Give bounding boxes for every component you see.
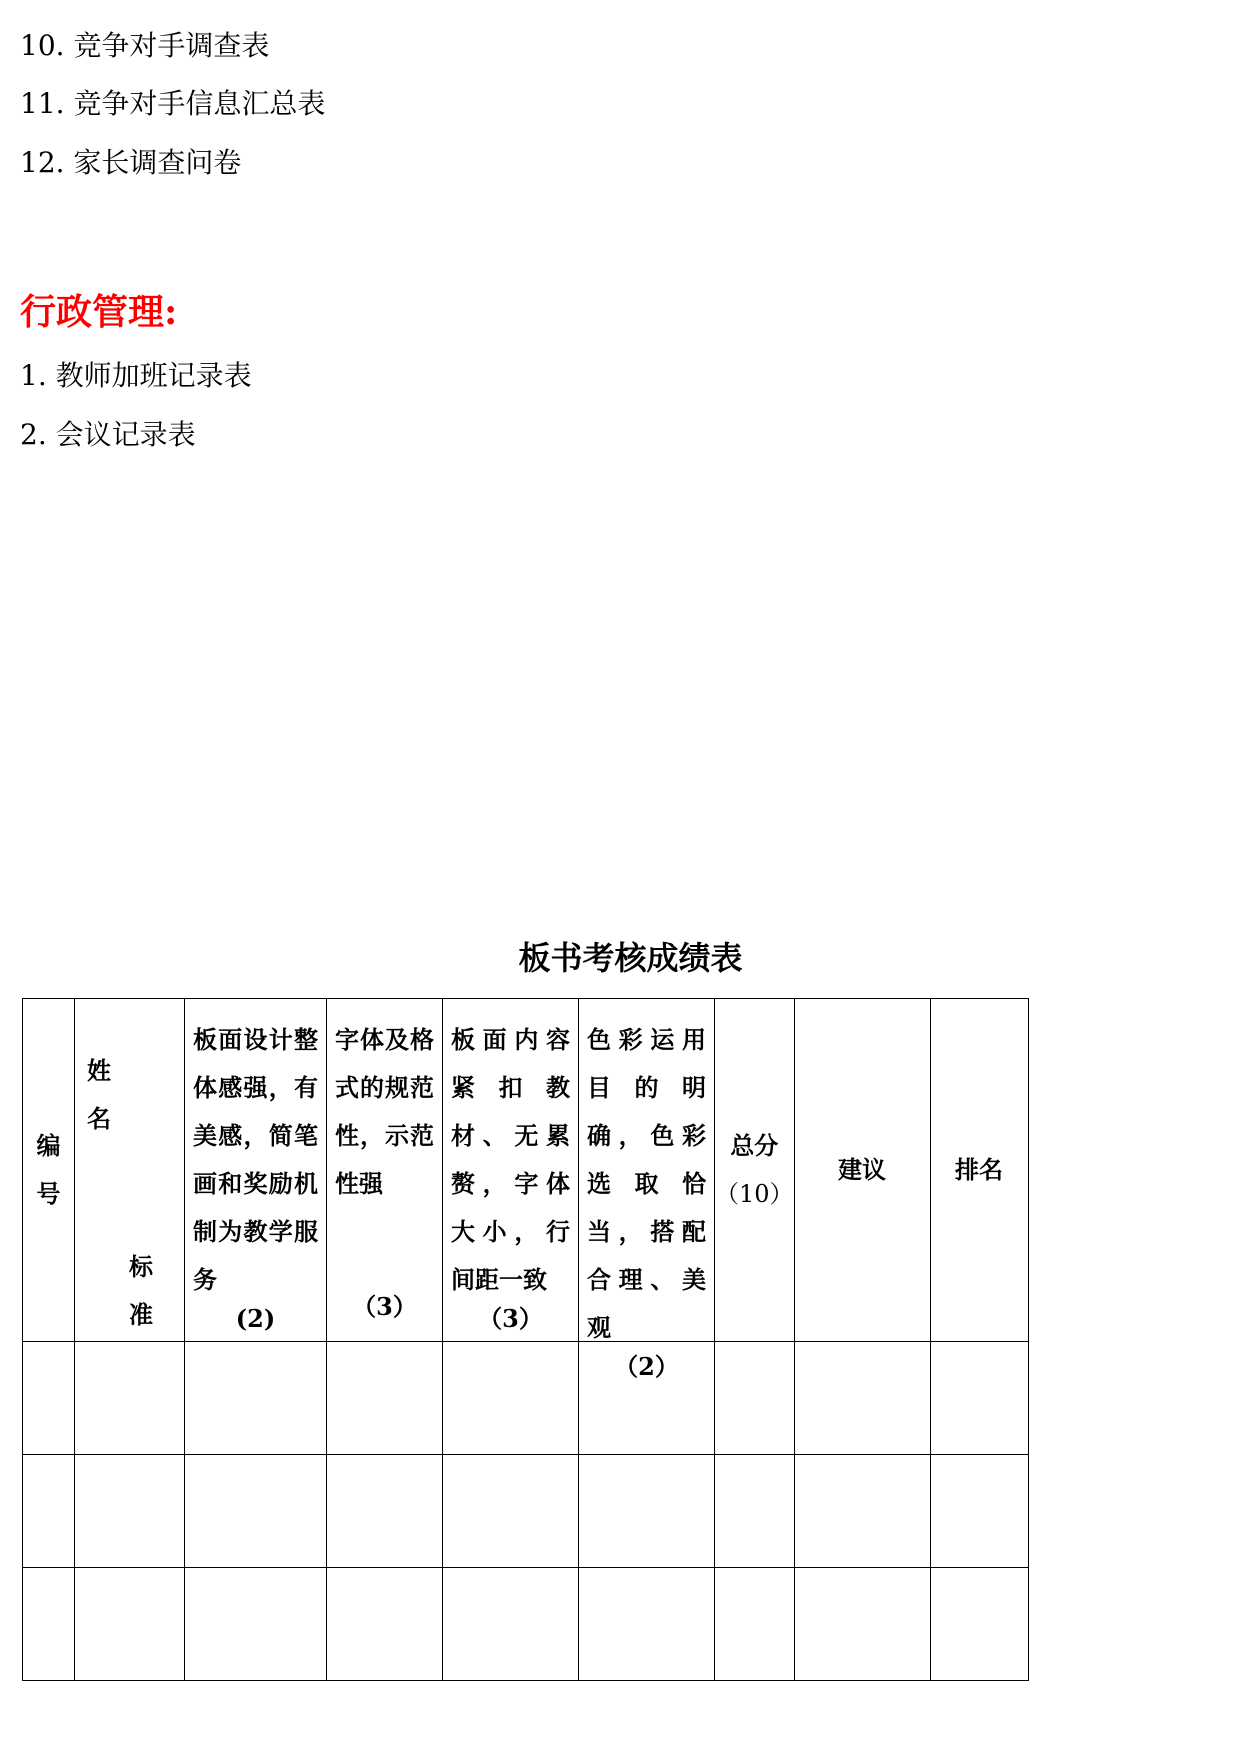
criterion-text: 色彩运用目的明确，色彩选取恰当，搭配合理、美观 — [587, 1025, 706, 1342]
table-cell[interactable] — [579, 1568, 715, 1681]
header-total-points: （10） — [715, 1180, 794, 1208]
table-cell[interactable] — [75, 1568, 185, 1681]
table-cell[interactable] — [715, 1568, 795, 1681]
header-criterion-2 — [327, 999, 443, 1342]
section-heading: 行政管理: — [20, 291, 178, 333]
table-cell[interactable] — [930, 1568, 1028, 1681]
list-item: 11. 竞争对手信息汇总表 — [20, 87, 326, 120]
header-criterion-4 — [579, 999, 715, 1381]
table-cell[interactable] — [327, 1568, 443, 1681]
header-suggestion-label: 建议 — [838, 1155, 887, 1184]
criterion-text: 字体及格式的规范性，示范性强 — [335, 1025, 434, 1198]
header-name-standard — [75, 999, 185, 1342]
table-cell[interactable] — [794, 1568, 930, 1681]
table-cell[interactable] — [23, 1568, 75, 1681]
table-row — [23, 1342, 1029, 1455]
score-table — [22, 998, 1029, 1681]
table-cell[interactable] — [185, 1568, 327, 1681]
admin-item: 2. 会议记录表 — [20, 418, 196, 451]
table-cell[interactable] — [930, 1455, 1028, 1568]
table-cell[interactable] — [75, 1455, 185, 1568]
table-cell[interactable] — [75, 1342, 185, 1455]
table-cell[interactable] — [930, 1342, 1028, 1455]
criterion-text: 板面设计整体感强，有美感，简笔画和奖励机制为教学服务 — [193, 1025, 318, 1294]
table-cell[interactable] — [715, 1455, 795, 1568]
table-cell[interactable] — [185, 1342, 327, 1455]
criterion-text: 板面内容紧扣教材、无累赘，字体大小，行间距一致 — [451, 1025, 570, 1294]
list-item: 10. 竞争对手调查表 — [20, 29, 270, 62]
header-rank-label: 排名 — [955, 1155, 1004, 1184]
table-row — [23, 1455, 1029, 1568]
header-total — [715, 999, 795, 1342]
table-cell[interactable] — [443, 1342, 579, 1455]
header-standard-label: 标准 — [129, 1252, 153, 1329]
table-cell[interactable] — [185, 1455, 327, 1568]
criterion-points: （2） — [614, 1352, 679, 1381]
criterion-points: (2) — [235, 1304, 276, 1333]
header-name-label: 姓名 — [87, 1056, 111, 1133]
criterion-points: （3） — [352, 1292, 417, 1321]
table-cell[interactable] — [443, 1455, 579, 1568]
list-item: 12. 家长调查问卷 — [20, 146, 242, 179]
table-cell[interactable] — [715, 1342, 795, 1455]
table-cell[interactable] — [327, 1455, 443, 1568]
header-criterion-1 — [185, 999, 327, 1342]
table-cell[interactable] — [794, 1342, 930, 1455]
table-cell[interactable] — [327, 1342, 443, 1455]
header-row — [23, 999, 1029, 1342]
header-rank — [930, 999, 1028, 1342]
table-cell[interactable] — [23, 1342, 75, 1455]
header-number — [23, 999, 75, 1342]
table-cell[interactable] — [794, 1455, 930, 1568]
table-cell[interactable] — [579, 1455, 715, 1568]
header-number-label: 编号 — [36, 1131, 61, 1208]
table-row — [23, 1568, 1029, 1681]
table-title: 板书考核成绩表 — [518, 939, 743, 977]
header-criterion-3 — [443, 999, 579, 1342]
header-suggestion — [794, 999, 930, 1342]
header-total-label: 总分 — [730, 1131, 779, 1160]
admin-item: 1. 教师加班记录表 — [20, 359, 252, 392]
table-cell[interactable] — [443, 1568, 579, 1681]
table-cell[interactable] — [23, 1455, 75, 1568]
criterion-points: （3） — [478, 1304, 543, 1333]
